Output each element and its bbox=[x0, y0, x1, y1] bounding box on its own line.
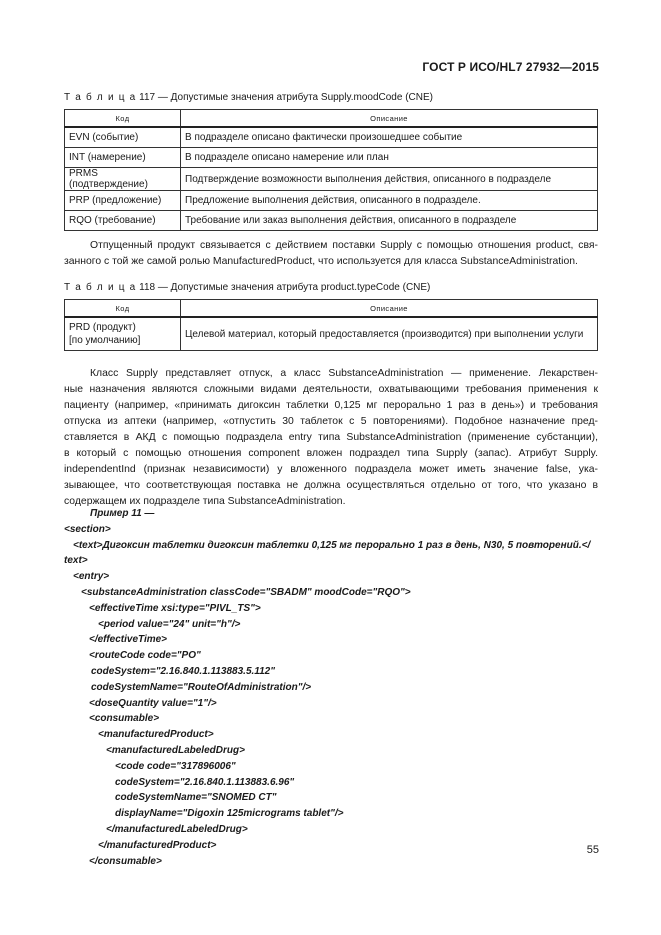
code-line: codeSystem="2.16.840.1.113883.6.96" bbox=[115, 776, 295, 788]
code-line: <doseQuantity value="1"/> bbox=[89, 697, 217, 709]
table-118 bbox=[64, 299, 598, 351]
table-header-row bbox=[65, 110, 598, 128]
cell-description: Подтверждение возможности выполнения действия, описанного в подразделе bbox=[181, 168, 598, 191]
table-118-caption bbox=[64, 282, 430, 293]
table-row bbox=[65, 191, 598, 211]
paragraph-line: Класс Supply представляет отпуск, а класс SubstanceAdministration — применение. Лекарствен- bbox=[90, 368, 598, 379]
cell-code: PRMS (подтверждение) bbox=[65, 168, 181, 191]
paragraph-line: зывающее, что соответствующая поставка не должна осуществляться отдельно от того, что указано в bbox=[64, 480, 598, 491]
paragraph-line: в который с помощью отношения component вложен подраздел типа Supply (запас). Атрибут Supply. bbox=[64, 448, 598, 459]
table-row bbox=[65, 317, 598, 351]
paragraph-line: пациенту (например, «принимать дигоксин таблетки 0,125 мг перорально 1 раз в день») и требования bbox=[64, 400, 598, 411]
cell-description: Предложение выполнения действия, описанного в подразделе. bbox=[181, 191, 598, 211]
code-line: <consumable> bbox=[89, 713, 160, 725]
paragraph-line: занного с той же самой ролью ManufacturedProduct, что используется для класса SubstanceAdministration. bbox=[64, 256, 578, 267]
table-117 bbox=[64, 109, 598, 231]
table-117-caption-label: Т а б л и ц а bbox=[64, 92, 137, 103]
code-line: <effectiveTime xsi:type="PIVL_TS"> bbox=[89, 602, 261, 614]
column-header-description: Описание bbox=[181, 110, 598, 128]
table-header-row bbox=[65, 300, 598, 318]
cell-description: Требование или заказ выполнения действия, описанного в подразделе bbox=[181, 211, 598, 231]
xml-example bbox=[64, 506, 604, 869]
code-line: text> bbox=[64, 555, 88, 567]
table-117-caption bbox=[64, 92, 433, 103]
cell-code-line: PRD (продукт) bbox=[69, 322, 136, 333]
table-118-caption-label: Т а б л и ц а bbox=[64, 282, 137, 293]
code-line: <routeCode code="PO" bbox=[89, 650, 201, 662]
cell-code bbox=[65, 317, 181, 351]
code-line: <period value="24" unit="h"/> bbox=[98, 618, 241, 630]
table-117-caption-text: 117 — Допустимые значения атрибута Supply.moodCode (CNE) bbox=[136, 92, 433, 103]
cell-code: EVN (событие) bbox=[65, 127, 181, 148]
code-line: <section> bbox=[64, 523, 111, 535]
code-line: <substanceAdministration classCode="SBADM" moodCode="RQO"> bbox=[81, 586, 411, 598]
cell-code: INT (намерение) bbox=[65, 148, 181, 168]
cell-description: В подразделе описано фактически произошедшее событие bbox=[181, 127, 598, 148]
page-number: 55 bbox=[586, 844, 599, 856]
code-line: </effectiveTime> bbox=[89, 634, 168, 646]
table-row bbox=[65, 168, 598, 191]
paragraph-line: ставляется в АКД с помощью подраздела entry типа SubstanceAdministration (применение субстанции), bbox=[64, 432, 598, 443]
paragraph-line: Отпущенный продукт связывается с действием поставки Supply с помощью отношения product, свя- bbox=[90, 240, 598, 251]
table-row bbox=[65, 148, 598, 168]
code-line: <entry> bbox=[73, 571, 110, 583]
paragraph-line: ные назначения являются сложными видами деятельности, охватывающими требования применения к bbox=[64, 384, 598, 395]
code-line: codeSystemName="SNOMED CT" bbox=[115, 792, 277, 804]
table-118-caption-text: 118 — Допустимые значения атрибута product.typeCode (CNE) bbox=[136, 282, 431, 293]
table-row bbox=[65, 211, 598, 231]
example-title: Пример 11 — bbox=[90, 508, 155, 519]
standard-header: ГОСТ Р ИСО/HL7 27932—2015 bbox=[422, 60, 599, 74]
cell-code-line: [по умолчанию] bbox=[69, 335, 141, 346]
code-line: codeSystem="2.16.840.1.113883.5.112" bbox=[91, 665, 275, 677]
code-line: <manufacturedLabeledDrug> bbox=[106, 744, 245, 756]
column-header-description: Описание bbox=[181, 300, 598, 318]
column-header-code: Код bbox=[65, 110, 181, 128]
cell-code: RQO (требование) bbox=[65, 211, 181, 231]
paragraph-line: отпуска из аптеки (например, «отпустить 30 таблеток с 5 повторениями). Подобное назначение пред- bbox=[64, 416, 598, 427]
code-line: </manufacturedProduct> bbox=[98, 839, 217, 851]
code-line: displayName="Digoxin 125micrograms tablet"/> bbox=[115, 808, 344, 820]
paragraph-line: independentInd (признак независимости) у вложенного подраздела может иметь значение false, ука- bbox=[64, 464, 598, 475]
cell-description: В подразделе описано намерение или план bbox=[181, 148, 598, 168]
paragraph-product-relation bbox=[64, 238, 598, 270]
code-line: </consumable> bbox=[89, 855, 162, 867]
code-line: <text>Дигоксин таблетки дигоксин таблетки 0,125 мг перорально 1 раз в день, N30, 5 повторений.</ bbox=[73, 539, 591, 551]
paragraph-line: содержащем их подразделе типа SubstanceAdministration. bbox=[64, 496, 346, 507]
code-line: codeSystemName="RouteOfAdministration"/> bbox=[91, 681, 312, 693]
cell-description: Целевой материал, который предоставляется (производится) при выполнении услуги bbox=[181, 317, 598, 351]
code-line: </manufacturedLabeledDrug> bbox=[106, 823, 248, 835]
column-header-code: Код bbox=[65, 300, 181, 318]
paragraph-supply-description bbox=[64, 366, 598, 510]
code-line: <manufacturedProduct> bbox=[98, 729, 214, 741]
table-row bbox=[65, 127, 598, 148]
cell-code: PRP (предложение) bbox=[65, 191, 181, 211]
code-line: <code code="317896006" bbox=[115, 760, 236, 772]
